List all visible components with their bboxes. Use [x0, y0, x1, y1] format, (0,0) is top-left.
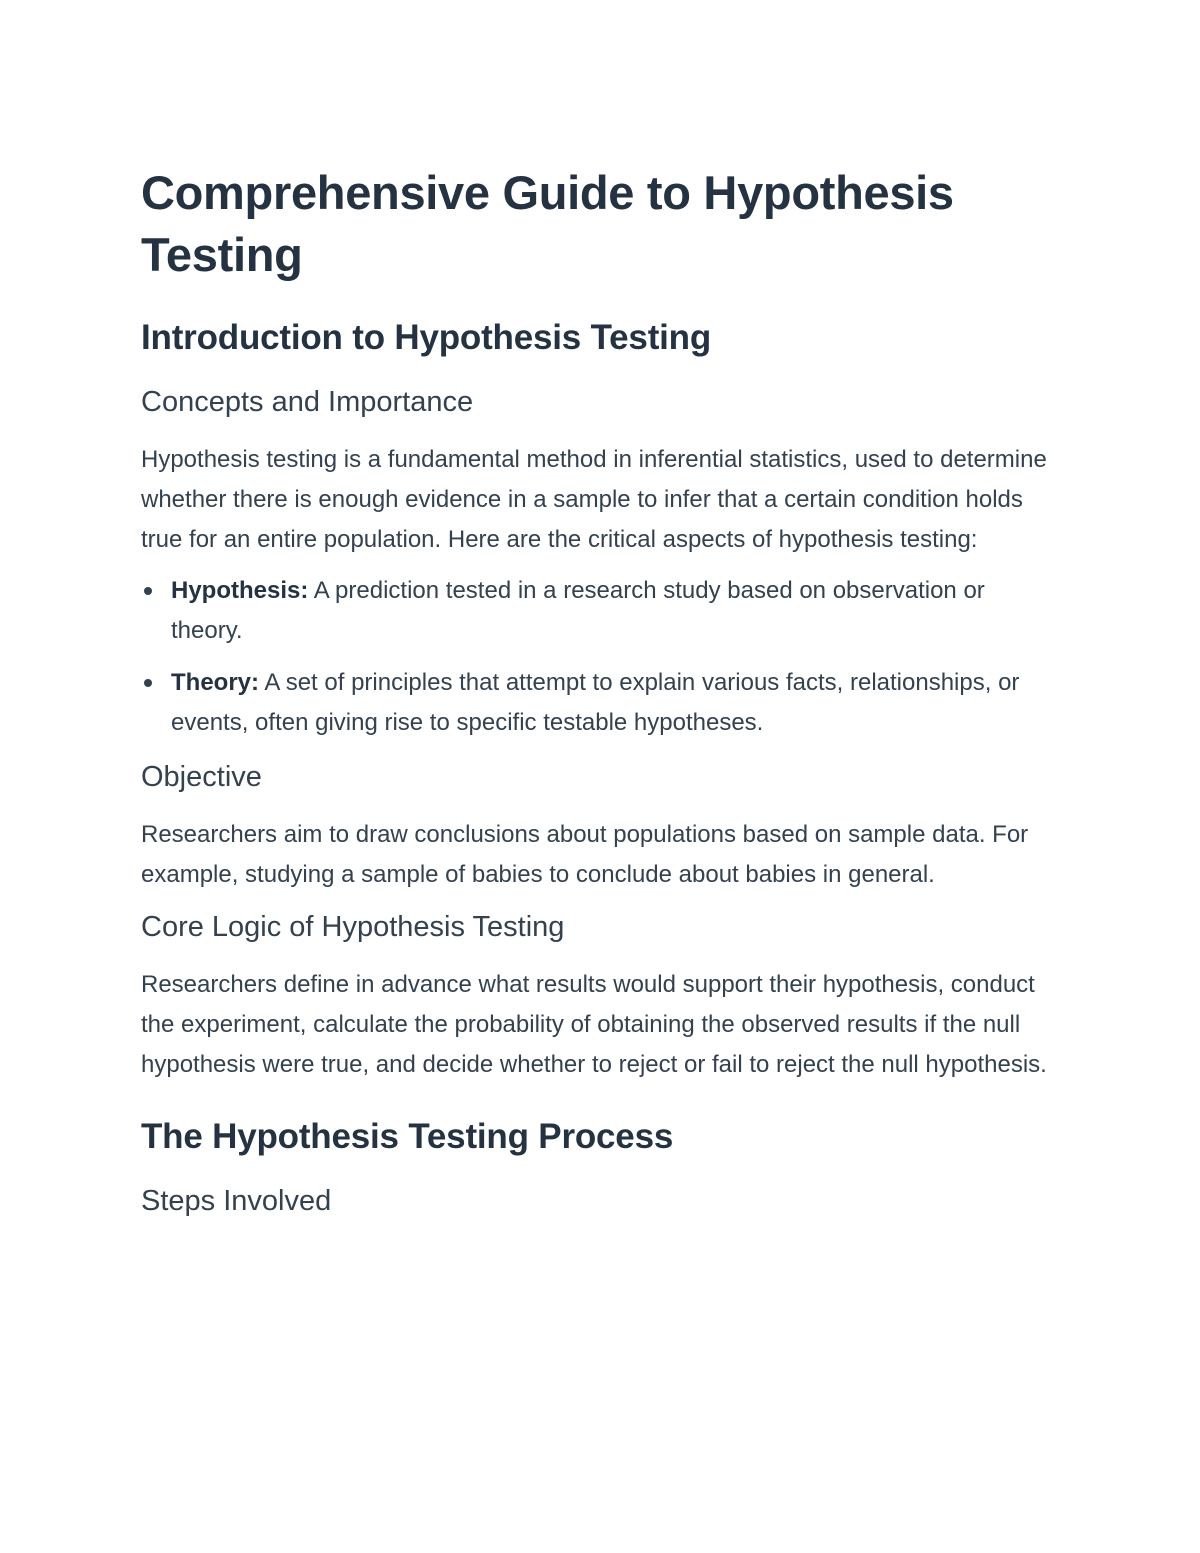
core-logic-paragraph: Researchers define in advance what results would support their hypothesis, conduct the experiment, calculate the probability of obtaining the observed results if the null hypothesis were true, and decide whether to reject or fail to reject the null hypothesis. — [141, 971, 1047, 1078]
objective-paragraph: Researchers aim to draw conclusions about populations based on sample data. For example, studying a sample of babies to conclude about babies in general. — [141, 821, 1029, 888]
concepts-paragraph: Hypothesis testing is a fundamental method in inferential statistics, used to determine whether there is enough evidence in a sample to infer that a certain condition holds true for an entire population. Here are the critical aspects of hypothesis testing: — [141, 446, 1047, 553]
subsection-heading-steps: Steps Involved — [141, 1185, 332, 1217]
bullet-dot-icon — [144, 679, 152, 687]
bullet-term: Theory: — [171, 669, 260, 696]
subsection-heading-objective: Objective — [141, 761, 262, 793]
document-title: Comprehensive Guide to Hypothesis Testing — [141, 166, 954, 281]
list-item — [141, 571, 1056, 651]
subsection-heading-core-logic: Core Logic of Hypothesis Testing — [141, 911, 565, 943]
document-page — [141, 162, 1056, 1219]
list-item — [141, 663, 1056, 743]
subsection-heading-concepts: Concepts and Importance — [141, 386, 474, 418]
section-heading-introduction: Introduction to Hypothesis Testing — [141, 318, 712, 357]
bullet-text: A prediction tested in a research study based on observation or theory. — [171, 577, 985, 644]
section-heading-process: The Hypothesis Testing Process — [141, 1117, 674, 1156]
bullet-dot-icon — [144, 587, 152, 595]
bullet-term: Hypothesis: — [171, 577, 309, 604]
concepts-bullet-list — [141, 571, 1056, 743]
bullet-text: A set of principles that attempt to explain various facts, relationships, or events, often giving rise to specific testable hypotheses. — [171, 669, 1020, 736]
